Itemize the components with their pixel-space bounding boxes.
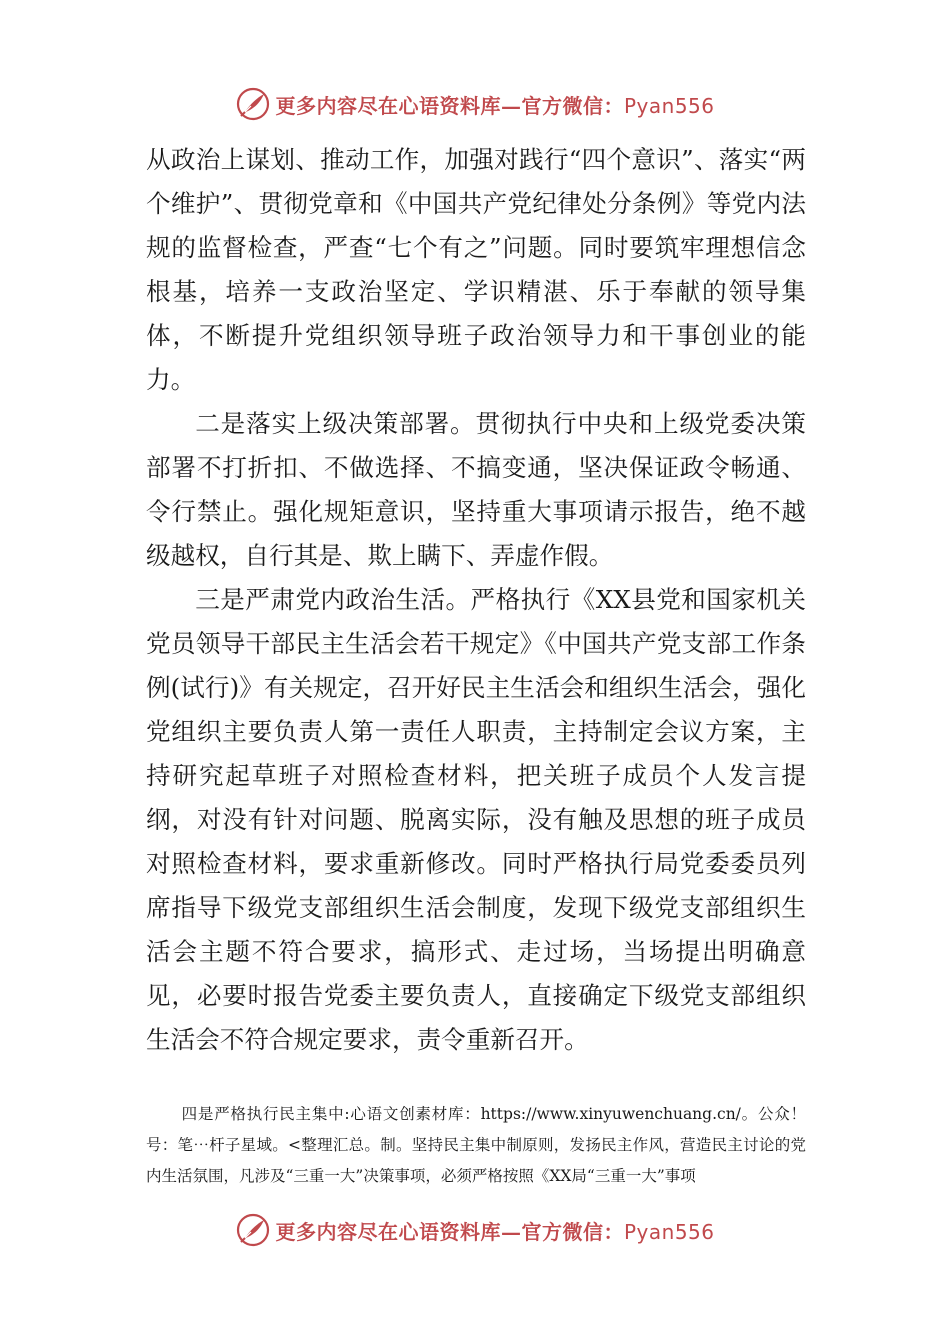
banner-wechat-id: Pyan556	[623, 1219, 715, 1244]
banner-text	[275, 90, 714, 119]
quill-logo-icon	[235, 86, 271, 122]
header-watermark-banner	[0, 84, 950, 124]
document-body	[146, 138, 806, 1062]
paragraph-1: 从政治上谋划、推动工作，加强对践行“四个意识”、落实“两个维护”、贯彻党章和《中国共产党纪律处分条例》等党内法规的监督检查，严查“七个有之”问题。同时要筑牢理想信念根基，培养一支政治坚定、学识精湛、乐于奉献的领导集体，不断提升党组织领导班子政治领导力和干事创业的能力。	[146, 145, 806, 394]
footer-watermark-banner	[0, 1210, 950, 1250]
paragraph-3: 三是严肃党内政治生活。严格执行《XX县党和国家机关党员领导干部民主生活会若干规定》《中国共产党支部工作条例(试行)》有关规定，召开好民主生活会和组织生活会，强化党组织主要负责人第一责任人职责，主持制定会议方案，主持研究起草班子对照检查材料，把关班子成员个人发言提纲，对没有针对问题、脱离实际，没有触及思想的班子成员对照检查材料，要求重新修改。同时严格执行局党委委员列席指导下级党支部组织生活会制度，发现下级党支部组织生活会主题不符合要求，搞形式、走过场，当场提出明确意见，必要时报告党委主要负责人，直接确定下级党支部组织生活会不符合规定要求，责令重新召开。	[146, 585, 806, 1054]
small-paragraph-block	[146, 1099, 806, 1192]
banner-text-cn: 更多内容尽在心语资料库—官方微信：	[275, 1219, 624, 1244]
paragraph-4: 四是严格执行民主集中:心语文创素材库：https://www.xinyuwenchuang.cn/。公众！号：笔⋯杆子星域。<整理汇总。制。坚持民主集中制原则，发扬民主作风，营造民主讨论的党内生活氛围，凡涉及“三重一大”决策事项，必须严格按照《XX局“三重一大”事项	[146, 1105, 806, 1185]
banner-text	[275, 1216, 714, 1245]
banner-wechat-id: Pyan556	[623, 93, 715, 118]
banner-text-cn: 更多内容尽在心语资料库—官方微信：	[275, 93, 624, 118]
quill-logo-icon	[235, 1212, 271, 1248]
paragraph-2: 二是落实上级决策部署。贯彻执行中央和上级党委决策部署不打折扣、不做选择、不搞变通，坚决保证政令畅通、令行禁止。强化规矩意识，坚持重大事项请示报告，绝不越级越权，自行其是、欺上瞒下、弄虚作假。	[146, 409, 806, 570]
